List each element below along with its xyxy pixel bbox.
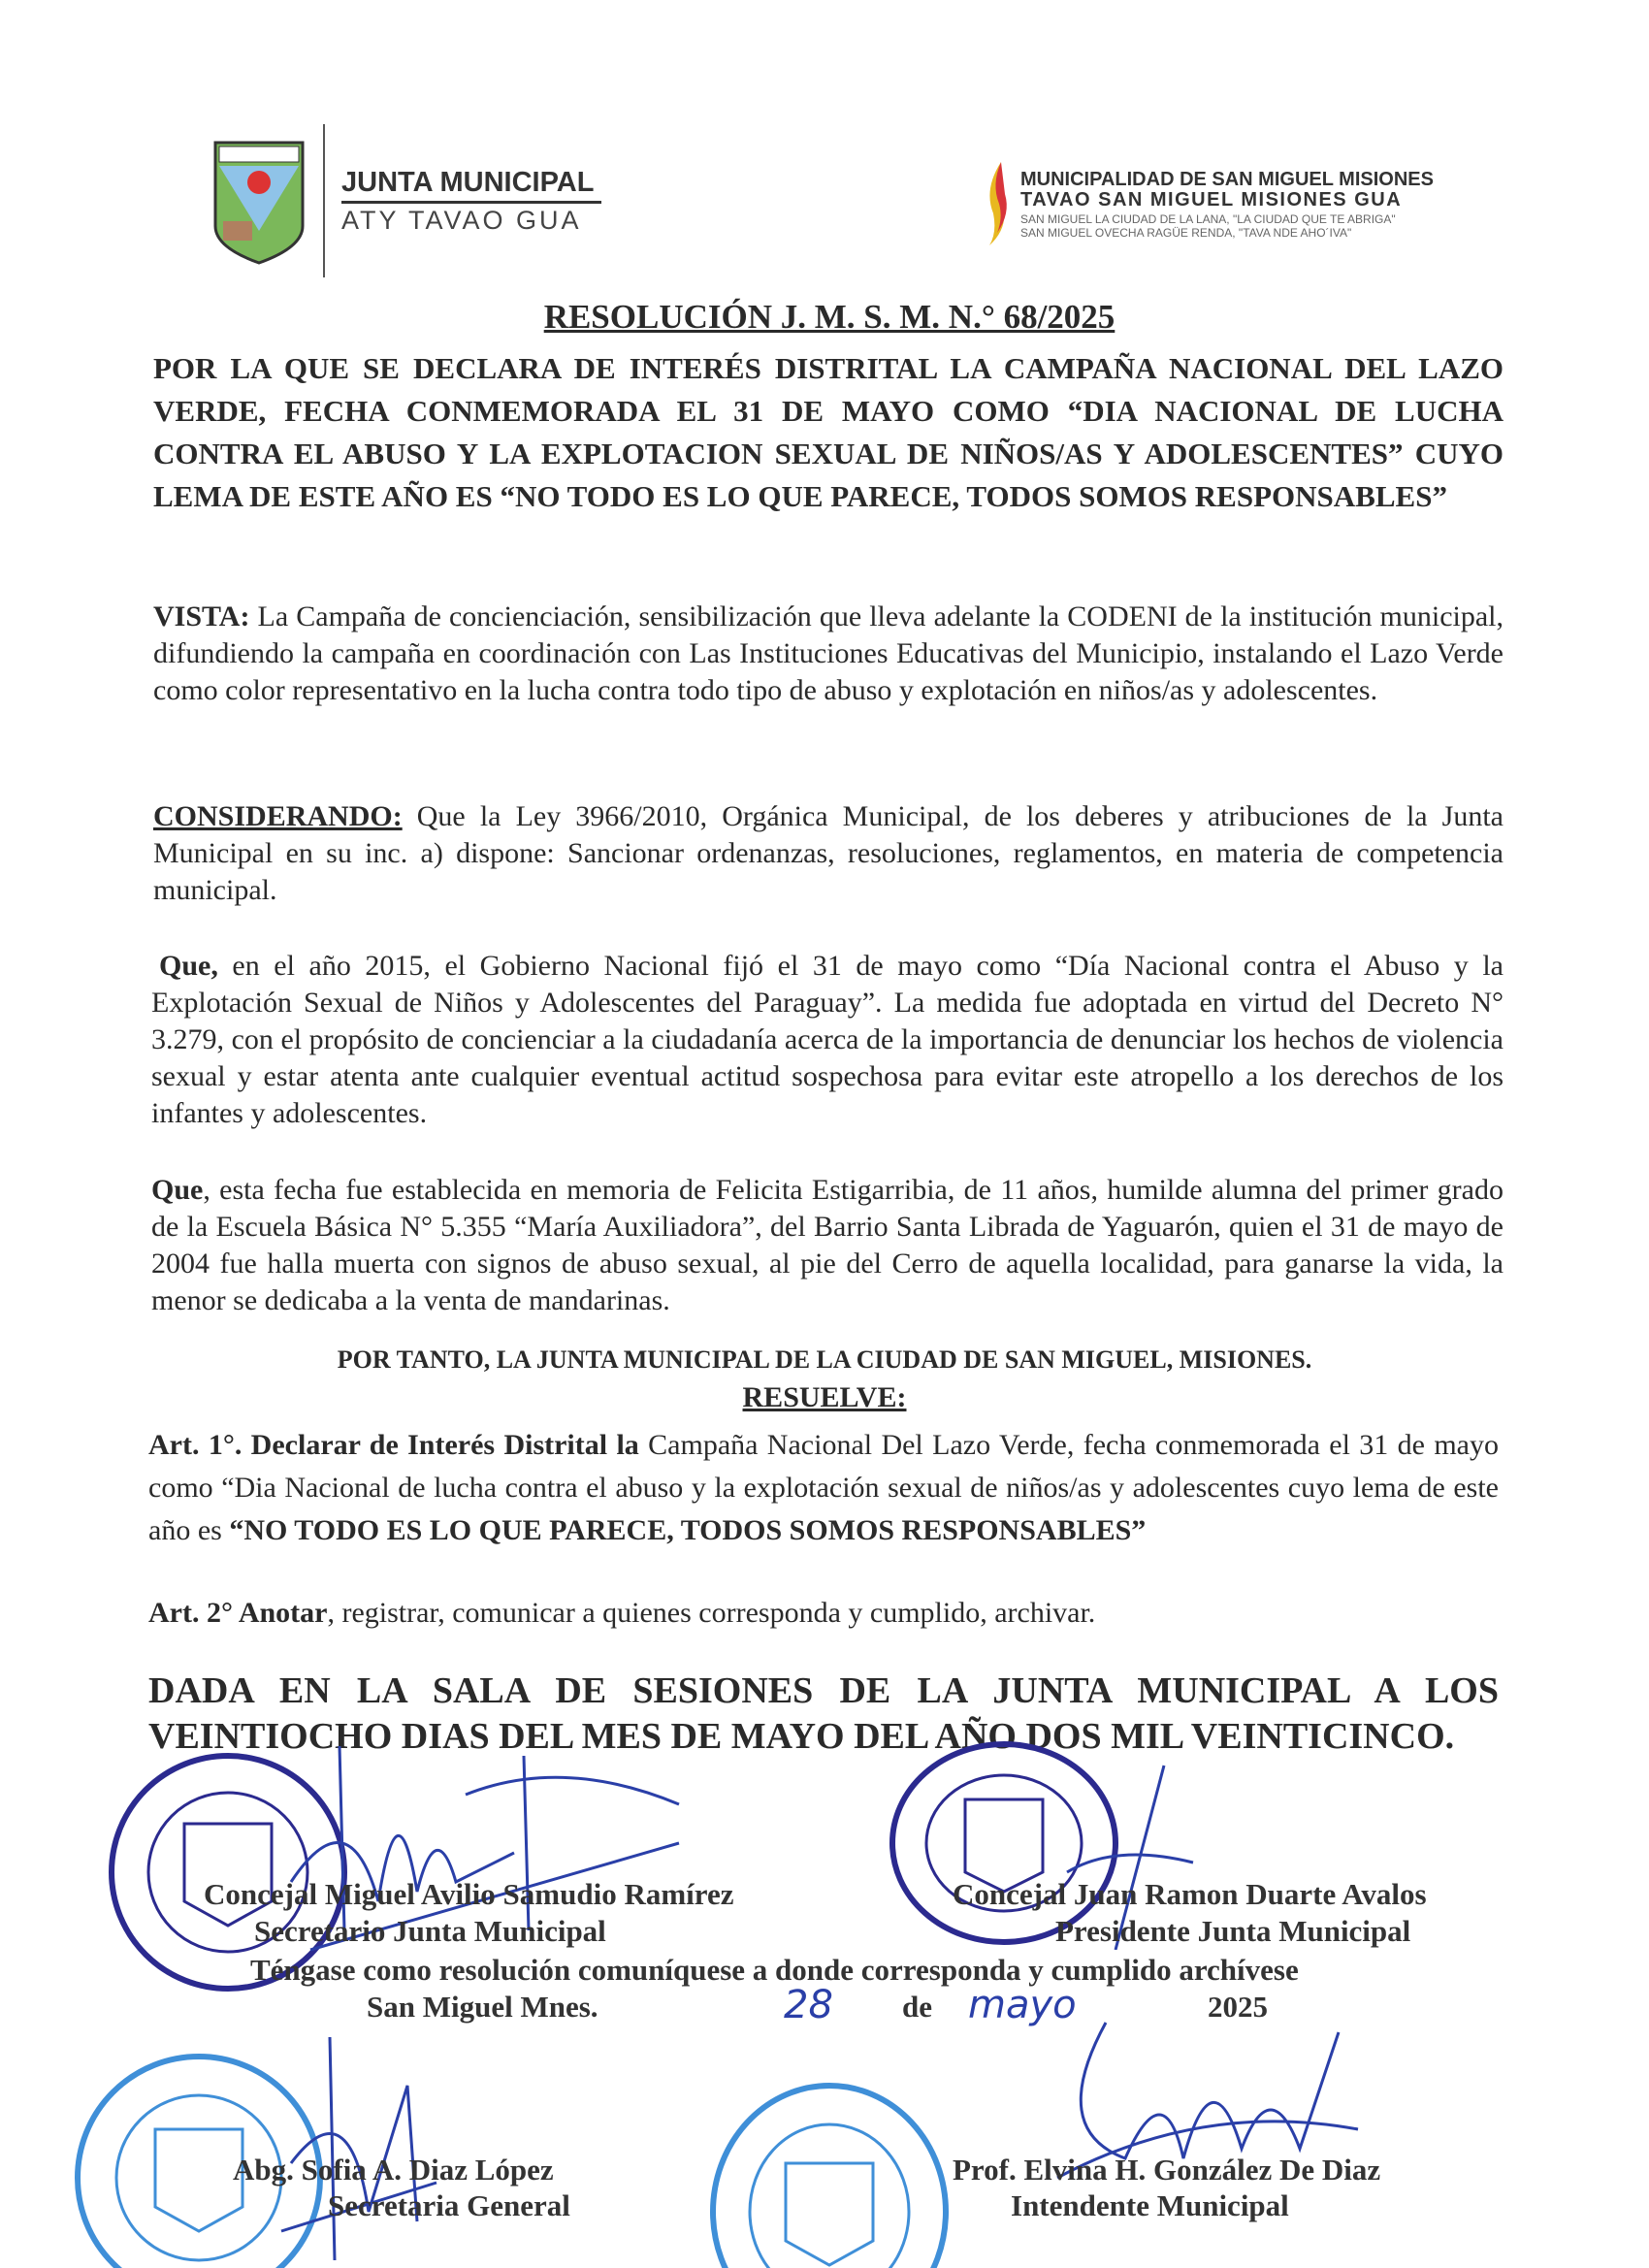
municipalidad-line2: TAVAO SAN MIGUEL MISIONES GUA <box>1020 189 1403 211</box>
que1-label: Que, <box>159 950 218 982</box>
art1-motto: “NO TODO ES LO QUE PARECE, TODOS SOMOS RESPONSABLES” <box>229 1514 1147 1546</box>
junta-municipal-logo <box>211 139 307 265</box>
junta-title: JUNTA MUNICIPAL <box>341 167 595 198</box>
presidente-name: Concejal Juan Ramon Duarte Avalos <box>953 1877 1427 1911</box>
art1-text: Campaña Nacional Del Lazo Verde, fecha conmemorada el 31 de mayo como “Dia Nacional de lucha contra el abuso y la explotación sexual de niños/as y adolescentes cuyo lema de este año es <box>148 1429 1499 1546</box>
shield-emblem-icon <box>211 139 307 265</box>
vista-label: VISTA: <box>153 600 250 632</box>
junta-subtitle: ATY TAVAO GUA <box>341 206 582 235</box>
date-year: 2025 <box>1208 1990 1268 2024</box>
que-paragraph-2 <box>151 1172 1504 1319</box>
date-de: de <box>902 1990 932 2024</box>
municipalidad-line4: SAN MIGUEL OVECHA RAGÜE RENDA, "TAVA NDE AHO´IVA" <box>1020 226 1352 240</box>
intendente-name: Prof. Elvina H. González De Diaz <box>953 2153 1381 2187</box>
vista-paragraph <box>153 599 1504 709</box>
secretaria-name: Abg. Sofia A. Diaz López <box>233 2153 554 2187</box>
que2-text: , esta fecha fue establecida en memoria de Felicita Estigarribia, de 11 años, humilde alumna del primer grado de la Escuela Básica N° 5.355 “María Auxiliadora”, del Barrio Santa Librada de Yaguarón, quien el 31 de mayo de 2004 fue halla muerta con signos de abuso sexual, al pie del Cerro de aquella localidad, para ganarse la vida, la menor se dedicaba a la venta de mandarinas. <box>151 1174 1504 1316</box>
que-paragraph-1 <box>151 948 1504 1132</box>
por-tanto: POR TANTO, LA JUNTA MUNICIPAL DE LA CIUDAD DE SAN MIGUEL, MISIONES. <box>337 1345 1312 1374</box>
municipalidad-line3: SAN MIGUEL LA CIUDAD DE LA LANA, "LA CIUDAD QUE TE ABRIGA" <box>1020 212 1396 226</box>
intendente-role: Intendente Municipal <box>1011 2188 1289 2222</box>
municipalidad-flame-icon <box>982 160 1011 252</box>
place: San Miguel Mnes. <box>367 1990 598 2024</box>
handwritten-day: 28 <box>784 1983 833 2027</box>
handwritten-month: mayo <box>968 1983 1077 2027</box>
que1-text: en el año 2015, el Gobierno Nacional fijó el 31 de mayo como “Día Nacional contra el Abuso y la Explotación Sexual de Niños y Adolescentes del Paraguay”. La medida fue adoptada en virtud del Decreto N° 3.279, con el propósito de concienciar a la ciudadanía acerca de la importancia de denunciar los hechos de violencia sexual y estar atenta ante cualquier eventual actitud sospechosa para evitar este atropello a los derechos de los infantes y adolescentes. <box>151 950 1504 1129</box>
header-divider <box>323 124 325 277</box>
vista-text: La Campaña de concienciación, sensibilización que lleva adelante la CODENI de la institución municipal, difundiendo la campaña en coordinación con Las Instituciones Educativas del Municipio, instalando el Lazo Verde como color representativo en la lucha contra todo tipo de abuso y explotación en niños/as y adolescentes. <box>153 600 1504 706</box>
secretario-name: Concejal Miguel Avilio Samudio Ramírez <box>204 1877 734 1911</box>
signature-secretaria <box>262 2027 485 2268</box>
considerando-paragraph <box>153 798 1504 909</box>
resolution-title: RESOLUCIÓN J. M. S. M. N.° 68/2025 <box>543 298 1116 336</box>
considerando-text: Que la Ley 3966/2010, Orgánica Municipal, de los deberes y atribuciones de la Junta Municipal en su inc. a) dispone: Sancionar ordenanzas, resoluciones, reglamentos, en materia de competencia municipal. <box>153 800 1504 906</box>
presidente-role: Presidente Junta Municipal <box>1055 1914 1411 1948</box>
junta-underline <box>341 201 601 204</box>
art1-label: Art. 1°. Declarar de Interés Distrital la <box>148 1429 639 1461</box>
promulgation-text: Téngase como resolución comuníquese a donde corresponda y cumplido archívese <box>250 1953 1299 1987</box>
art2-label: Art. 2° Anotar <box>148 1597 328 1629</box>
secretario-role: Secretario Junta Municipal <box>254 1914 606 1948</box>
que2-label: Que <box>151 1174 204 1206</box>
secretaria-role: Secretaria General <box>328 2188 570 2222</box>
dada-closing: DADA EN LA SALA DE SESIONES DE LA JUNTA MUNICIPAL A LOS VEINTIOCHO DIAS DEL MES DE MAYO DEL AÑO DOS MIL VEINTICINCO. <box>148 1670 1499 1757</box>
art2-text: , registrar, comunicar a quienes corresponda y cumplido, archivar. <box>327 1597 1096 1629</box>
resolution-subject: POR LA QUE SE DECLARA DE INTERÉS DISTRITAL LA CAMPAÑA NACIONAL DEL LAZO VERDE, FECHA CONMEMORADA EL 31 DE MAYO COMO “DIA NACIONAL DE LUCHA CONTRA EL ABUSO Y LA EXPLOTACION SEXUAL DE NIÑOS/AS Y ADOLESCENTES” CUYO LEMA DE ESTE AÑO ES “NO TODO ES LO QUE PARECE, TODOS SOMOS RESPONSABLES” <box>153 351 1504 513</box>
article-1 <box>148 1424 1499 1552</box>
article-2 <box>148 1595 1499 1632</box>
stamp-municipalidad-intendencia <box>703 2066 955 2268</box>
considerando-label: CONSIDERANDO: <box>153 800 403 832</box>
municipalidad-line1: MUNICIPALIDAD DE SAN MIGUEL MISIONES <box>1020 169 1434 190</box>
resuelve-heading: RESUELVE: <box>742 1381 907 1413</box>
